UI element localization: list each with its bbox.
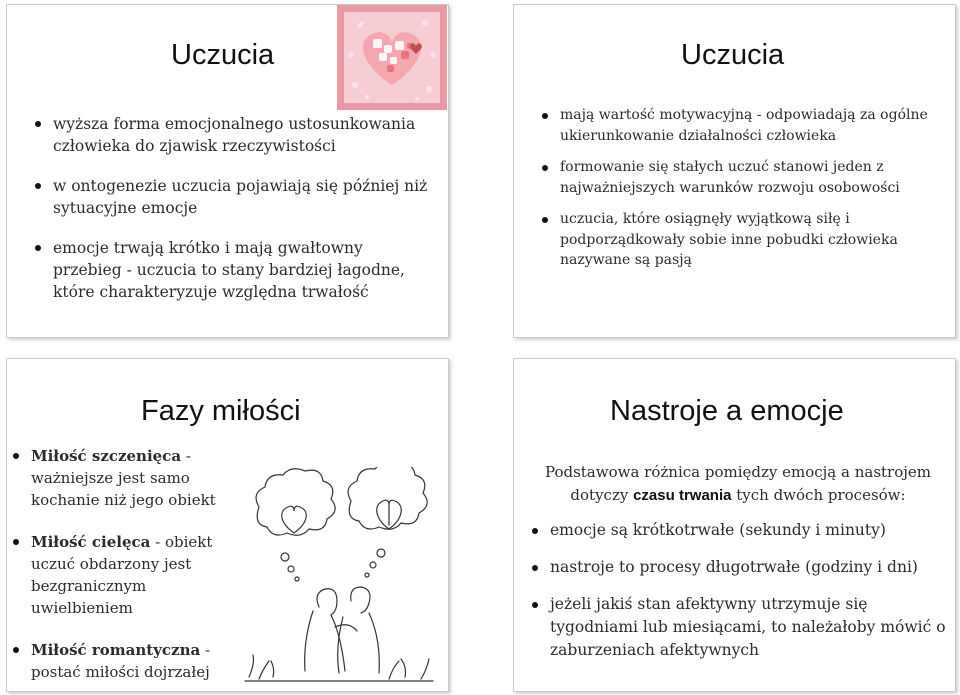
bullet-item: emocje są krótkotrwałe (sekundy i minuty) <box>532 519 950 542</box>
bullet-item: wyższa forma emocjonalnego ustosunkowania człowieka do zjawisk rzeczywistości <box>35 113 435 157</box>
phase-item <box>13 445 243 511</box>
couple-sketch-icon <box>239 467 439 687</box>
phase-desc: - obiekt uczuć obdarzony jest bezgranicznym uwielbieniem <box>31 533 213 617</box>
phase-desc: - postać miłości dojrzałej <box>31 641 211 681</box>
phase-term: Miłość cielęca <box>31 533 151 551</box>
bullet-item: formowanie się stałych uczuć stanowi jeden z najważniejszych warunków rozwoju osobowości <box>542 157 947 198</box>
slide-uczucia-1 <box>6 4 449 338</box>
intro-text-after: tych dwóch procesów: <box>731 486 906 504</box>
phase-item <box>13 531 243 619</box>
slide-uczucia-2 <box>513 4 956 338</box>
bullet-list <box>35 113 435 321</box>
slide-nastroje-a-emocje <box>513 358 956 692</box>
phase-term: Miłość szczenięca <box>31 447 182 465</box>
bullet-item: jeżeli jakiś stan afektywny utrzymuje się tygodniami lub miesiącami, to należałoby mówić o zaburzeniach afektywnych <box>532 593 950 662</box>
slide-fazy-milosci <box>6 358 449 692</box>
bullet-item: w ontogenezie uczucia pojawiają się później niż sytuacyjne emocje <box>35 175 435 219</box>
bullet-list <box>542 105 947 282</box>
slide-title: Fazy miłości <box>141 395 301 427</box>
phase-list <box>13 445 243 692</box>
phase-item <box>13 639 243 683</box>
phase-desc: - ważniejsze jest samo kochanie niż jego obiekt <box>31 447 216 509</box>
intro-text <box>528 461 948 507</box>
bullet-item: uczucia, które osiągnęły wyjątkową siłę i podporządkowały sobie inne pobudki człowieka nazywane są pasją <box>542 209 947 271</box>
slide-title: Uczucia <box>171 39 275 71</box>
slide-title: Uczucia <box>681 39 785 71</box>
intro-text-before: Podstawowa różnica pomiędzy emocją a nastrojem dotyczy <box>544 463 932 504</box>
phase-term: Miłość romantyczna <box>31 641 201 659</box>
bullet-item: nastroje to procesy długotrwałe (godziny i dni) <box>532 556 950 579</box>
bullet-item: mają wartość motywacyjną - odpowiadają za ogólne ukierunkowanie działalności człowieka <box>542 105 947 146</box>
intro-text-bold: czasu trwania <box>633 487 732 504</box>
hearts-picture-icon <box>337 5 447 110</box>
bullet-list <box>532 519 950 676</box>
slide-title: Nastroje a emocje <box>610 395 844 427</box>
bullet-item: emocje trwają krótko i mają gwałtowny przebieg - uczucia to stany bardziej łagodne, które charakteryzuje względna trwałość <box>35 237 435 303</box>
